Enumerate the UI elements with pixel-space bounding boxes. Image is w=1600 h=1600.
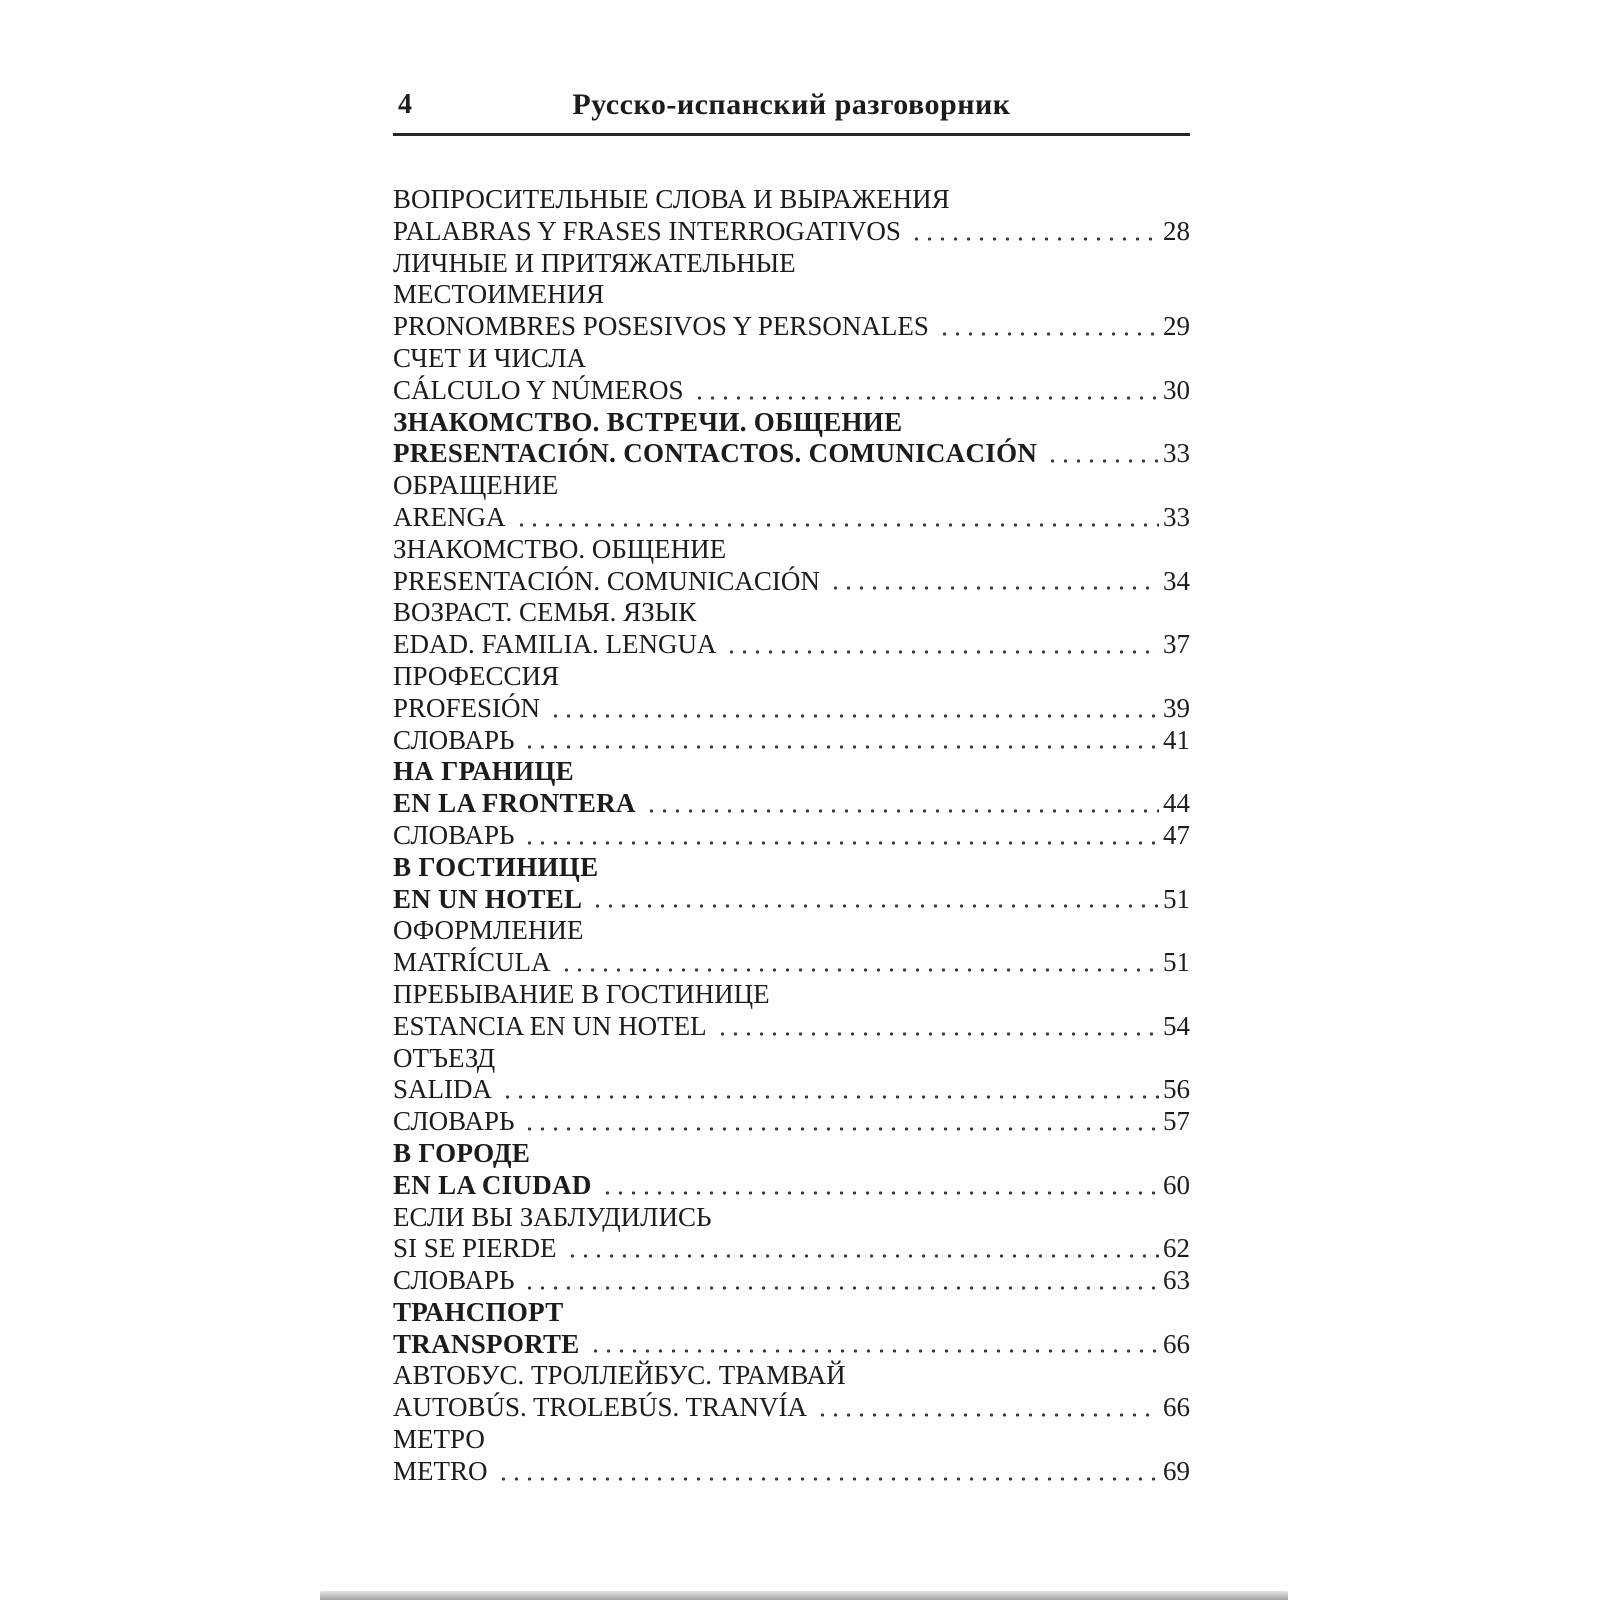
toc-page-number: 56	[1163, 1074, 1190, 1105]
toc-row	[393, 884, 1190, 916]
toc-page-number: 60	[1163, 1169, 1190, 1200]
toc-entry-text: ЛИЧНЫЕ И ПРИТЯЖАТЕЛЬНЫЕ	[393, 247, 796, 278]
dot-leader	[549, 714, 1159, 718]
dot-leader	[725, 650, 1159, 654]
toc-entry-text: AUTOBÚS. TROLEBÚS. TRANVÍA	[393, 1392, 808, 1423]
toc-row	[393, 375, 1190, 407]
dot-leader	[938, 332, 1159, 336]
dot-leader	[693, 396, 1159, 400]
toc-entry-text: PROFESIÓN	[393, 692, 541, 723]
dot-leader	[515, 523, 1160, 527]
toc-row	[393, 915, 1190, 947]
toc-row	[393, 1074, 1190, 1106]
toc-entry-text: МЕСТОИМЕНИЯ	[393, 279, 605, 310]
toc-row	[393, 1170, 1190, 1202]
text-block	[393, 88, 1190, 1488]
dot-leader	[497, 1477, 1160, 1481]
toc-entry-text: ЕСЛИ ВЫ ЗАБЛУДИЛИСЬ	[393, 1201, 712, 1232]
toc-entry-text: PRESENTACIÓN. COMUNICACIÓN	[393, 565, 820, 596]
toc-page-number: 47	[1163, 819, 1190, 850]
toc-page-number: 63	[1163, 1265, 1190, 1296]
toc-row	[393, 470, 1190, 502]
toc-row	[393, 438, 1190, 470]
toc-row	[393, 407, 1190, 439]
toc-entry-text: ЗНАКОМСТВО. ОБЩЕНИЕ	[393, 533, 727, 564]
toc-row	[393, 1329, 1190, 1361]
toc-entry-text: METRO	[393, 1455, 488, 1486]
toc-entry-text: В ГОСТИНИЦЕ	[393, 851, 599, 882]
toc-entry-text: MATRÍCULA	[393, 947, 551, 978]
toc-row	[393, 279, 1190, 311]
toc-entry-text: ЗНАКОМСТВО. ВСТРЕЧИ. ОБЩЕНИЕ	[393, 406, 903, 437]
toc-entry-text: ESTANCIA EN UN HOTEL	[393, 1010, 707, 1041]
dot-leader	[523, 1127, 1159, 1131]
toc-row	[393, 852, 1190, 884]
toc-row	[393, 1043, 1190, 1075]
toc-row	[393, 1011, 1190, 1043]
toc-entry-text: ВОПРОСИТЕЛЬНЫЕ СЛОВА И ВЫРАЖЕНИЯ	[393, 184, 950, 214]
toc-row	[393, 756, 1190, 788]
toc-page-number: 28	[1163, 215, 1190, 246]
toc-page-number: 37	[1163, 629, 1190, 660]
toc-entry-text: PRONOMBRES POSESIVOS Y PERSONALES	[393, 311, 929, 342]
toc-entry-text: СЛОВАРЬ	[393, 1106, 515, 1137]
toc-entry-text: ПРЕБЫВАНИЕ В ГОСТИНИЦЕ	[393, 978, 770, 1009]
toc-entry-text: ОБРАЩЕНИЕ	[393, 470, 559, 501]
dot-leader	[591, 904, 1159, 908]
toc-row	[393, 725, 1190, 757]
toc-row	[393, 1424, 1190, 1456]
toc-page-number: 69	[1163, 1455, 1190, 1486]
toc-row	[393, 629, 1190, 661]
toc-entry-text: ТРАНСПОРТ	[393, 1296, 564, 1327]
dot-leader	[523, 745, 1159, 749]
dot-leader	[589, 1349, 1159, 1353]
dot-leader	[645, 809, 1159, 813]
toc-page-number: 39	[1163, 692, 1190, 723]
toc-entry-text: СЛОВАРЬ	[393, 724, 515, 755]
dot-leader	[523, 841, 1159, 845]
toc-page-number: 57	[1163, 1106, 1190, 1137]
toc-row	[393, 661, 1190, 693]
dot-leader	[560, 968, 1159, 972]
toc-page-number: 34	[1163, 565, 1190, 596]
toc-row	[393, 534, 1190, 566]
dot-leader	[566, 1254, 1159, 1258]
toc-entry-text: PALABRAS Y FRASES INTERROGATIVOS	[393, 215, 901, 246]
toc-row	[393, 184, 1190, 216]
toc-entry-text: EN LA FRONTERA	[393, 788, 636, 819]
toc-entry-text: EDAD. FAMILIA. LENGUA	[393, 629, 717, 660]
toc-entry-text: EN UN HOTEL	[393, 883, 583, 914]
toc-entry-text: ВОЗРАСТ. СЕМЬЯ. ЯЗЫК	[393, 597, 697, 628]
page-header	[393, 88, 1190, 136]
toc-row	[393, 1360, 1190, 1392]
toc-entry-text: SI SE PIERDE	[393, 1233, 557, 1264]
toc-row	[393, 1202, 1190, 1234]
dot-leader	[910, 237, 1159, 241]
toc-row	[393, 1297, 1190, 1329]
page-number: 4	[398, 89, 412, 120]
dot-leader	[601, 1191, 1159, 1195]
toc-row	[393, 311, 1190, 343]
toc-row	[393, 1392, 1190, 1424]
toc-page-number: 30	[1163, 374, 1190, 405]
dot-leader	[716, 1032, 1159, 1036]
toc-row	[393, 693, 1190, 725]
toc-row	[393, 216, 1190, 248]
table-of-contents	[393, 184, 1190, 1488]
toc-page-number: 51	[1163, 883, 1190, 914]
toc-entry-text: PRESENTACIÓN. CONTACTOS. COMUNICACIÓN	[393, 438, 1038, 469]
toc-row	[393, 566, 1190, 598]
toc-entry-text: ОФОРМЛЕНИЕ	[393, 915, 584, 946]
toc-page-number: 66	[1163, 1328, 1190, 1359]
toc-entry-text: В ГОРОДЕ	[393, 1137, 531, 1168]
toc-page-number: 54	[1163, 1010, 1190, 1041]
toc-page-number: 29	[1163, 311, 1190, 342]
toc-entry-text: СЛОВАРЬ	[393, 819, 515, 850]
dot-leader	[501, 1095, 1159, 1099]
toc-row	[393, 1106, 1190, 1138]
toc-entry-text: CÁLCULO Y NÚMEROS	[393, 374, 684, 405]
toc-row	[393, 343, 1190, 375]
toc-row	[393, 979, 1190, 1011]
toc-row	[393, 1138, 1190, 1170]
toc-row	[393, 947, 1190, 979]
toc-row	[393, 248, 1190, 280]
toc-row	[393, 820, 1190, 852]
toc-entry-text: АВТОБУС. ТРОЛЛЕЙБУС. ТРАМВАЙ	[393, 1360, 846, 1391]
dot-leader	[829, 586, 1159, 590]
toc-entry-text: SALIDA	[393, 1074, 492, 1105]
dot-leader	[816, 1413, 1159, 1417]
running-title: Русско-испанский разговорник	[572, 88, 1011, 121]
toc-page-number: 33	[1163, 501, 1190, 532]
toc-entry-text: СЧЕТ И ЧИСЛА	[393, 342, 587, 373]
toc-row	[393, 788, 1190, 820]
toc-page-number: 51	[1163, 947, 1190, 978]
toc-row	[393, 1265, 1190, 1297]
toc-page-number: 41	[1163, 724, 1190, 755]
dot-leader	[1046, 459, 1159, 463]
toc-entry-text: EN LA CIUDAD	[393, 1169, 592, 1200]
toc-entry-text: НА ГРАНИЦЕ	[393, 756, 574, 787]
page-edge-shadow	[320, 1591, 1288, 1600]
toc-entry-text: МЕТРО	[393, 1424, 485, 1455]
toc-page-number: 62	[1163, 1233, 1190, 1264]
toc-row	[393, 1456, 1190, 1488]
toc-entry-text: ОТЪЕЗД	[393, 1042, 496, 1073]
toc-row	[393, 597, 1190, 629]
toc-entry-text: ПРОФЕССИЯ	[393, 660, 560, 691]
toc-entry-text: СЛОВАРЬ	[393, 1265, 515, 1296]
dot-leader	[523, 1286, 1159, 1290]
toc-entry-text: TRANSPORTE	[393, 1328, 580, 1359]
toc-entry-text: ARENGA	[393, 501, 506, 532]
toc-row	[393, 502, 1190, 534]
toc-page-number: 44	[1163, 788, 1190, 819]
toc-row	[393, 1233, 1190, 1265]
toc-page-number: 66	[1163, 1392, 1190, 1423]
toc-page-number: 33	[1163, 438, 1190, 469]
